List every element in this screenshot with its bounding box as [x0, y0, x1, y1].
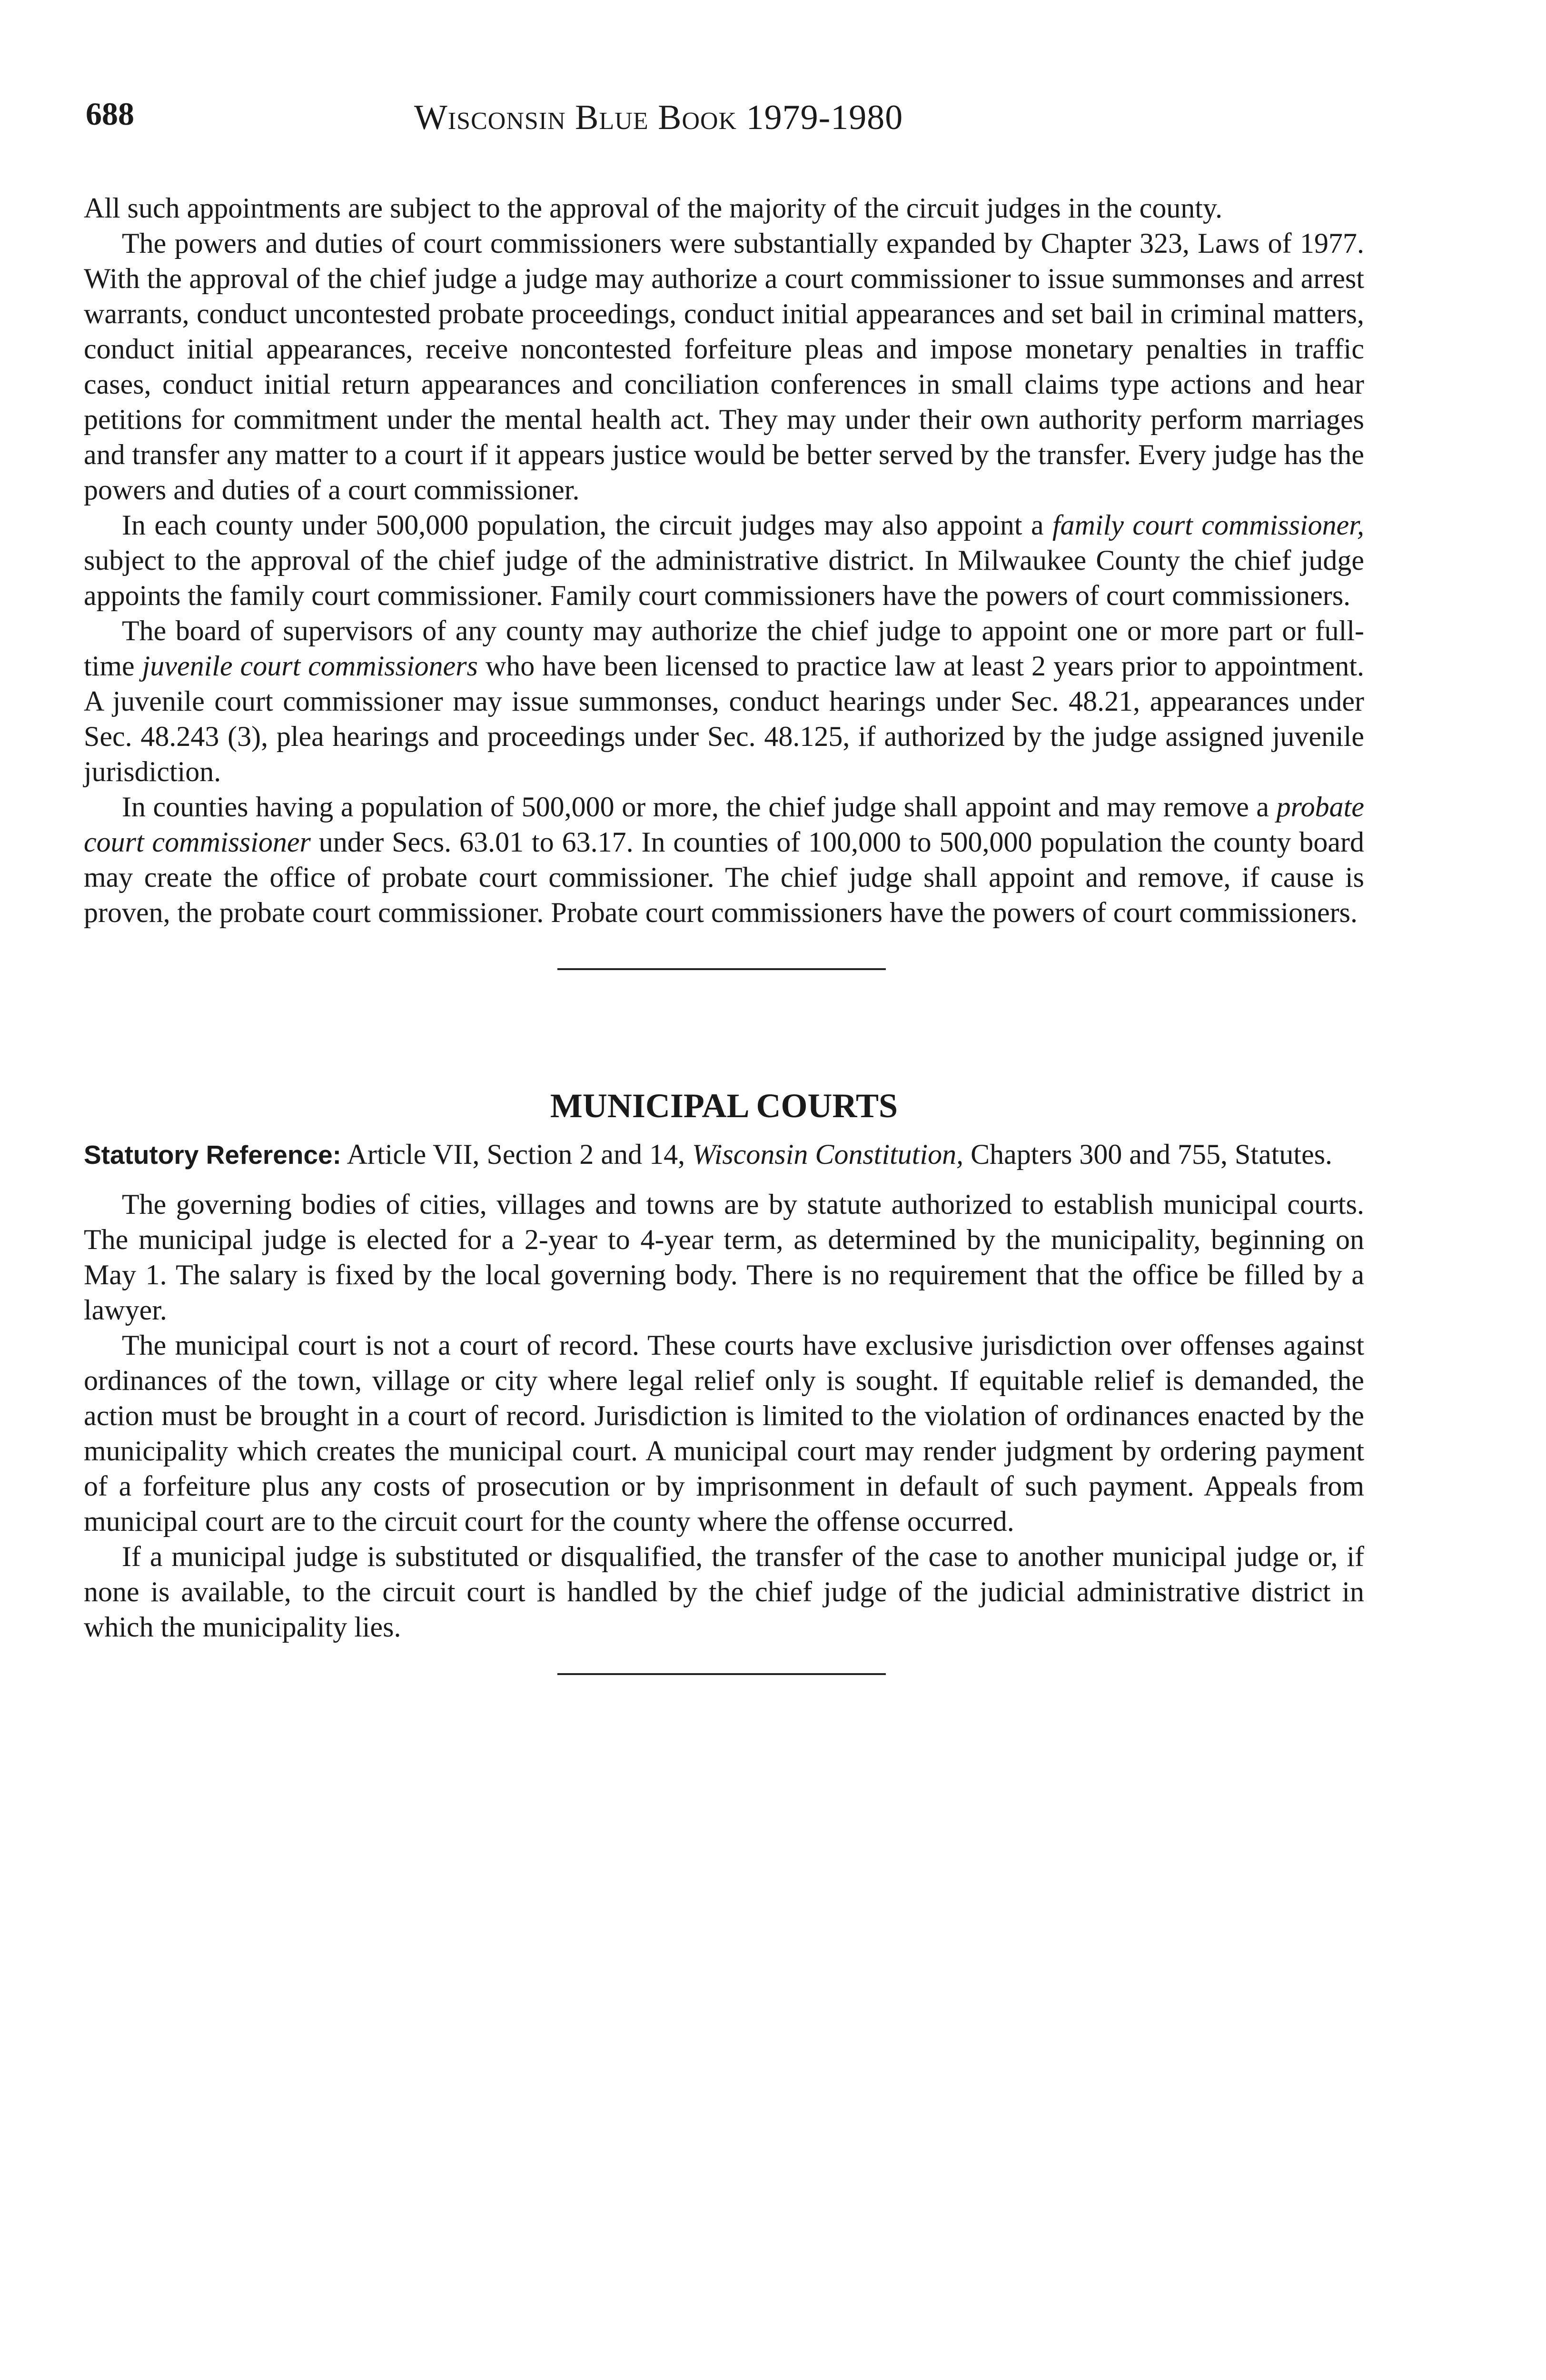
- text-segment: who have been licensed to practice law at least 2 years prior to appointment. A juvenile court commissioner may issue summonses, conduct hearings under Sec. 48.21, appearances under Sec. 48.243 (3), plea hearings and proceedings under Sec. 48.125, if authorized by the judge assigned juvenile jurisdiction.: [84, 650, 1365, 787]
- text-segment: Chapters 300 and 755, Statutes.: [963, 1139, 1333, 1170]
- text-segment: Article VII, Section 2 and 14,: [341, 1139, 693, 1170]
- text-segment: under Secs. 63.01 to 63.17. In counties of 100,000 to 500,000 population the county board may create the office of probate court commissioner. The chief judge shall appoint and remove, if cause is proven, the probate court commissioner. Probate court commissioners have the powers of court commissioners.: [84, 826, 1364, 928]
- statutory-reference: [84, 1137, 1364, 1172]
- paragraph-family-court-commissioner: [84, 507, 1364, 613]
- section-heading-municipal-courts: MUNICIPAL COURTS: [550, 1087, 898, 1125]
- paragraph-municipal-judge-substitution: If a municipal judge is substituted or disqualified, the transfer of the case to another municipal judge or, if none is available, to the circuit court is handled by the chief judge of the judicial administrative district in which the municipality lies.: [84, 1541, 1364, 1643]
- page-header: [86, 81, 1361, 138]
- term-family-court-commissioner: family court commissioner,: [1052, 509, 1365, 541]
- running-title: Wisconsin Blue Book 1979-1980: [414, 98, 903, 137]
- text-segment: The board of supervisors of any county may authorize the chief judge to appoint one or more part or full-time: [84, 615, 1364, 682]
- paragraph-municipal-court-jurisdiction: The municipal court is not a court of record. These courts have exclusive jurisdiction over offenses against ordinances of the town, village or city where legal relief only is sought. If equitable relief is demanded, the action must be brought in a court of record. Jurisdiction is limited to the violation of ordinances enacted by the municipality which creates the municipal court. A municipal court may render judgment by ordering payment of a forfeiture plus any costs of prosecution or by imprisonment in default of such payment. Appeals from municipal court are to the circuit court for the county where the offense occurred.: [84, 1329, 1364, 1537]
- paragraph-commissioner-powers: The powers and duties of court commissioners were substantially expanded by Chapter 323, Laws of 1977. With the approval of the chief judge a judge may authorize a court commissioner to issue summonses and arrest warrants, conduct uncontested probate proceedings, conduct initial appearances and set bail in criminal matters, conduct initial appearances, receive noncontested forfeiture pleas and impose monetary penalties in traffic cases, conduct initial return appearances and conciliation conferences in small claims type actions and hear petitions for commitment under the mental health act. They may under their own authority perform marriages and transfer any matter to a court if it appears justice would be better served by the transfer. Every judge has the powers and duties of a court commissioner.: [84, 228, 1364, 506]
- section-divider: [557, 968, 886, 970]
- paragraph-appointments-approval: All such appointments are subject to the approval of the majority of the circuit judges in the county.: [84, 192, 1223, 224]
- page-number: 688: [86, 96, 134, 132]
- text-segment: In counties having a population of 500,000 or more, the chief judge shall appoint and may remove a: [122, 791, 1277, 823]
- text-segment: In each county under 500,000 population, the circuit judges may also appoint a: [122, 509, 1052, 541]
- text-segment: subject to the approval of the chief judge of the administrative district. In Milwaukee County the chief judge appoints the family court commissioner. Family court commissioners have the powers of court commissioners.: [84, 545, 1364, 611]
- statutory-reference-label: Statutory Reference:: [84, 1140, 341, 1170]
- paragraph-probate-court-commissioner: [84, 789, 1364, 930]
- term-probate-court-commissioner: probate court commissioner: [84, 791, 1364, 858]
- term-wisconsin-constitution: Wisconsin Constitution,: [692, 1139, 964, 1170]
- paragraph-municipal-court-establishment: The governing bodies of cities, villages and towns are by statute authorized to establish municipal courts. The municipal judge is elected for a 2-year to 4-year term, as determined by the municipality, beginning on May 1. The salary is fixed by the local governing body. There is no requirement that the office be filled by a lawyer.: [84, 1189, 1364, 1326]
- term-juvenile-court-commissioners: juvenile court commissioners: [142, 650, 478, 682]
- paragraph-juvenile-court-commissioners: [84, 613, 1364, 789]
- page-content: [84, 190, 1364, 1675]
- section-divider: [557, 1673, 886, 1675]
